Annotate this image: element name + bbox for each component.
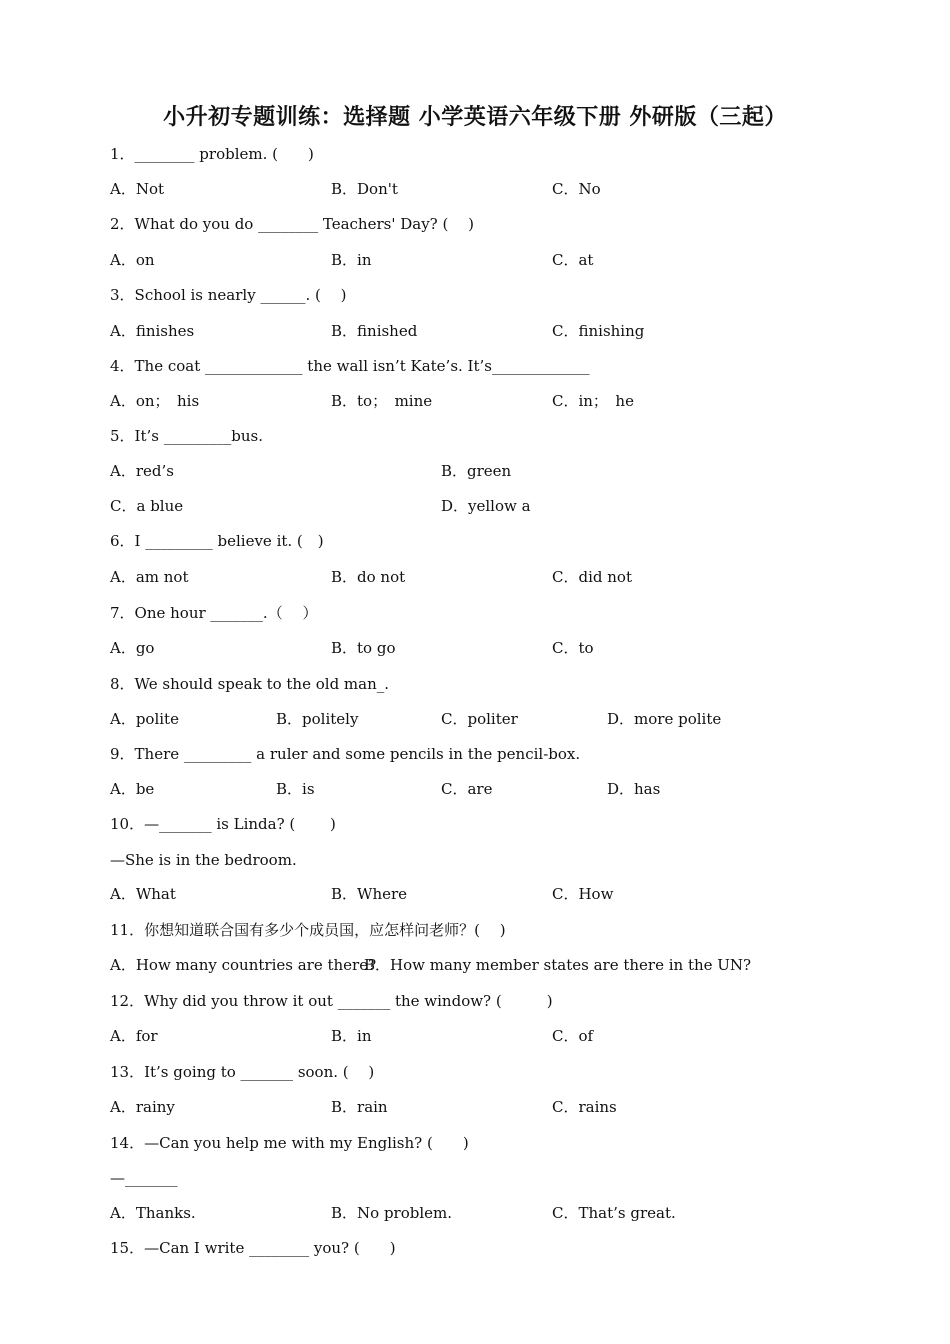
option-a: A．go — [110, 639, 155, 657]
option-b: B．Where — [331, 885, 408, 903]
option-c: C．to — [552, 639, 594, 657]
question-stem: 11．你想知道联合国有多少个成员国，应怎样问老师？( ) — [110, 921, 506, 939]
option-b: B．in — [331, 1027, 372, 1045]
option-c: C．That’s great. — [552, 1204, 676, 1222]
option-c: C．are — [441, 780, 493, 798]
option-b: B．finished — [331, 322, 418, 340]
option-a: A．polite — [110, 710, 179, 728]
option-c: C．No — [552, 180, 601, 198]
option-a: A．on； his — [110, 392, 200, 410]
option-c: C．a blue — [110, 497, 184, 515]
option-a: A．red’s — [110, 462, 174, 480]
option-a: A．rainy — [110, 1098, 175, 1116]
question-stem: 5．It’s _________bus. — [110, 427, 263, 445]
option-c: C．How — [552, 885, 614, 903]
option-b: B．How many member states are there in the UN? — [364, 956, 752, 974]
question-stem: 15．—Can I write ________ you? ( ) — [110, 1239, 396, 1257]
option-b: B．to go — [331, 639, 396, 657]
option-b: B．green — [441, 462, 512, 480]
question-stem: 3．School is nearly ______. ( ) — [110, 286, 347, 304]
page-title: 小升初专题训练：选择题 小学英语六年级下册 外研版（三起） — [163, 105, 787, 130]
question-stem: 6．I _________ believe it. ( ) — [110, 532, 324, 550]
option-b: B．is — [276, 780, 315, 798]
question-stem: 4．The coat _____________ the wall isn’t Kate’s. It’s_____________ — [110, 357, 590, 375]
option-a: A．be — [110, 780, 155, 798]
question-stem: 12．Why did you throw it out _______ the window? ( ) — [110, 992, 553, 1010]
option-c: C．of — [552, 1027, 594, 1045]
dialogue-line: —She is in the bedroom. — [110, 851, 297, 869]
option-c: C．politer — [441, 710, 518, 728]
option-a: A．finishes — [110, 322, 195, 340]
option-a: A．am not — [110, 568, 189, 586]
option-a: A．Not — [110, 180, 165, 198]
option-a: A．Thanks. — [110, 1204, 196, 1222]
question-stem: 9．There _________ a ruler and some pencils in the pencil-box. — [110, 745, 581, 763]
option-b: B．Don't — [331, 180, 398, 198]
option-d: D．more polite — [607, 710, 722, 728]
option-d: D．has — [607, 780, 661, 798]
option-b: B．do not — [331, 568, 406, 586]
option-a: A．on — [110, 251, 155, 269]
option-c: C．in； he — [552, 392, 634, 410]
question-stem: 7．One hour _______.（ ） — [110, 604, 318, 622]
option-a: A．What — [110, 885, 176, 903]
option-d: D．yellow a — [441, 497, 531, 515]
question-stem: 8．We should speak to the old man_. — [110, 675, 390, 693]
option-b: B．to； mine — [331, 392, 433, 410]
dialogue-line: —_______ — [110, 1169, 178, 1187]
question-stem: 1．________ problem. ( ) — [110, 145, 314, 163]
question-stem: 14．—Can you help me with my English? ( ) — [110, 1134, 469, 1152]
question-stem: 13．It’s going to _______ soon. ( ) — [110, 1063, 375, 1081]
option-b: B．rain — [331, 1098, 388, 1116]
option-c: C．finishing — [552, 322, 645, 340]
option-c: C．at — [552, 251, 594, 269]
option-a: A．for — [110, 1027, 158, 1045]
option-b: B．No problem. — [331, 1204, 453, 1222]
option-b: B．politely — [276, 710, 359, 728]
question-stem: 2．What do you do ________ Teachers' Day? ( ) — [110, 215, 474, 233]
question-stem: 10．—_______ is Linda? ( ) — [110, 815, 336, 833]
option-b: B．in — [331, 251, 372, 269]
option-c: C．did not — [552, 568, 632, 586]
option-c: C．rains — [552, 1098, 617, 1116]
option-a: A．How many countries are there? — [110, 956, 377, 974]
